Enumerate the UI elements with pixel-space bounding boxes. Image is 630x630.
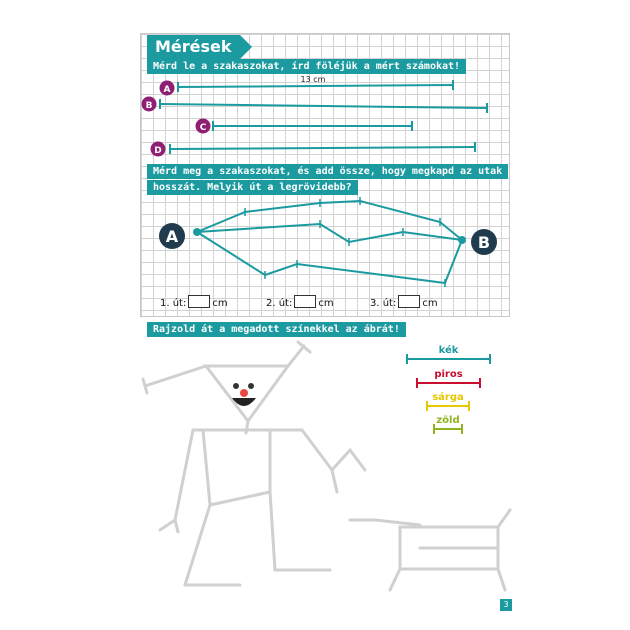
task2-instruction-line1: Mérd meg a szakaszokat, és add össze, hogy megkapd az utak bbox=[147, 164, 508, 179]
page-title: Mérések bbox=[147, 35, 240, 59]
svg-text:B: B bbox=[477, 233, 491, 252]
color-label-green: zöld bbox=[436, 415, 460, 426]
answer-route-3: 3. út: cm bbox=[370, 295, 438, 311]
color-label-red: piros bbox=[434, 369, 463, 380]
answer-route-2: 2. út: cm bbox=[266, 295, 334, 311]
answer-route-1: 1. út: cm bbox=[160, 295, 228, 311]
task2-instruction-line2: hosszát. Melyik út a legrövidebb? bbox=[147, 180, 358, 195]
segment-d bbox=[151, 142, 476, 157]
color-label-yellow: sárga bbox=[432, 392, 464, 403]
color-label-blue: kék bbox=[438, 345, 459, 356]
segment-b bbox=[142, 97, 488, 114]
path-end-badge bbox=[471, 229, 497, 255]
segment-b-label: B bbox=[145, 101, 153, 111]
segment-c bbox=[196, 119, 413, 134]
task1-instruction: Mérd le a szakaszokat, írd föléjük a mért számokat! bbox=[147, 59, 466, 74]
answer-box-1[interactable] bbox=[188, 295, 210, 308]
segment-d-label: D bbox=[154, 146, 162, 156]
segment-c-label: C bbox=[199, 123, 207, 133]
task3-instruction: Rajzold át a megadott színekkel az ábrát! bbox=[147, 322, 406, 337]
segment-a-label: A bbox=[163, 85, 171, 95]
paths-figure bbox=[197, 197, 462, 287]
svg-text:A: A bbox=[165, 227, 179, 246]
answer-box-2[interactable] bbox=[294, 295, 316, 308]
answer-box-3[interactable] bbox=[398, 295, 420, 308]
path-start-badge bbox=[159, 223, 185, 249]
page-number: 3 bbox=[500, 599, 512, 611]
segment-a-measure: 13 cm bbox=[300, 75, 326, 84]
